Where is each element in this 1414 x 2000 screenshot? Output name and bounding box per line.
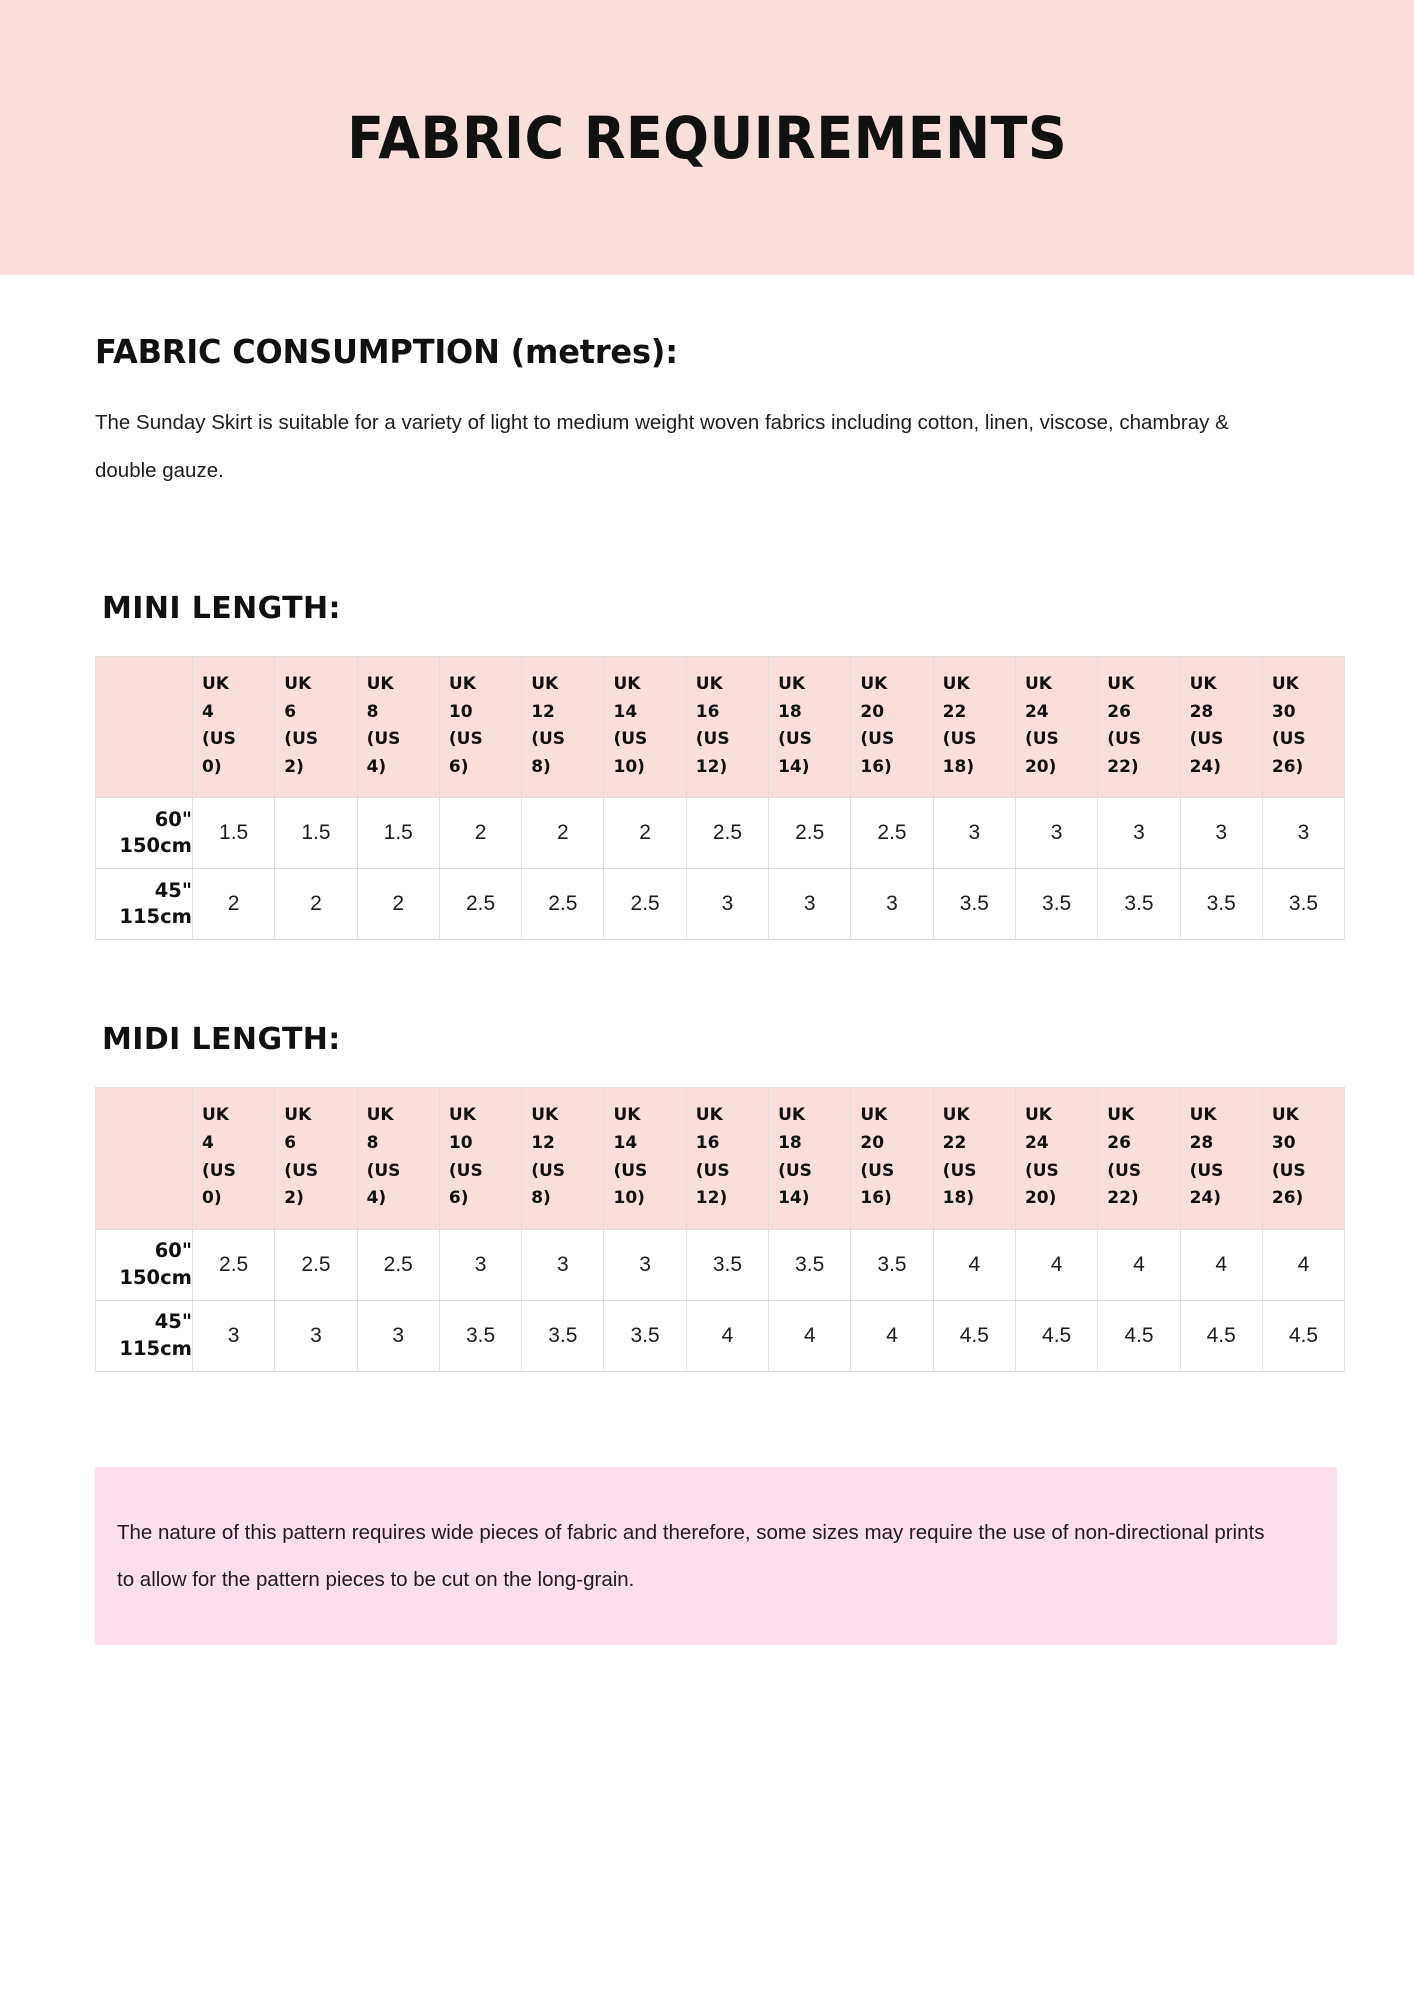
header-line: 6 (284, 1133, 297, 1153)
header-line: 8) (531, 756, 551, 777)
header-line: 2) (284, 1188, 304, 1209)
mini-cell-r0-c3: 2 (439, 798, 521, 869)
header-line: (US (366, 1160, 401, 1181)
mini-size-header-9 (933, 657, 1015, 798)
midi-cell-r0-c9: 4 (933, 1229, 1015, 1300)
header-line: UK (860, 1105, 888, 1126)
header-line: UK (942, 674, 970, 695)
header-line: 20 (860, 701, 885, 722)
midi-cell-r1-c4: 3.5 (522, 1300, 604, 1371)
mini-cell-r1-c6: 3 (686, 869, 768, 940)
header-line: 12) (695, 756, 728, 777)
header-line: 0) (202, 756, 222, 777)
midi-cell-r1-c11: 4.5 (1098, 1300, 1180, 1371)
header-line: (US (613, 1160, 648, 1181)
header-line: (US (202, 729, 236, 750)
row-label-line: 150cm (119, 834, 192, 858)
header-line: UK (284, 674, 312, 695)
header-line: 0) (202, 1188, 222, 1209)
header-line: (US (448, 1160, 483, 1181)
header-line: (US (448, 729, 483, 750)
header-line: 12 (531, 1133, 555, 1153)
mini-size-header-13 (1262, 657, 1344, 798)
midi-row-label-0 (96, 1229, 193, 1300)
mini-size-header-8 (851, 657, 933, 798)
midi-size-header-9 (933, 1088, 1015, 1229)
header-line: 8 (366, 701, 379, 722)
mini-cell-r0-c0: 1.5 (193, 798, 275, 869)
header-line: UK (695, 1105, 723, 1126)
midi-table-head (96, 1088, 1345, 1229)
mini-cell-r0-c1: 1.5 (275, 798, 357, 869)
header-line: (US (1024, 729, 1059, 750)
header-line: 8 (366, 1133, 379, 1153)
row-label-line: 115cm (119, 905, 192, 929)
header-line: 6) (448, 1188, 469, 1209)
mini-cell-r0-c8: 2.5 (851, 798, 933, 869)
header-line: UK (613, 674, 641, 695)
header-line: 30 (1271, 701, 1296, 722)
header-line: UK (1024, 674, 1052, 695)
midi-cell-r1-c13: 4.5 (1262, 1300, 1344, 1371)
midi-size-header-4 (522, 1088, 604, 1229)
header-line: UK (1189, 674, 1217, 695)
midi-cell-r0-c11: 4 (1098, 1229, 1180, 1300)
mini-cell-r1-c11: 3.5 (1098, 869, 1180, 940)
midi-size-header-12 (1180, 1088, 1262, 1229)
header-line: 20 (860, 1133, 885, 1153)
header-line: 18) (942, 756, 975, 777)
fabric-consumption-intro: The Sunday Skirt is suitable for a variety of light to medium weight woven fabrics including cotton, linen, viscose, chambray & double gauze. (95, 411, 1229, 483)
header-line: UK (1189, 1105, 1217, 1126)
header-line: UK (695, 674, 723, 695)
mini-cell-r1-c13: 3.5 (1262, 869, 1344, 940)
row-label-line: 60" (154, 1238, 192, 1262)
midi-size-header-2 (357, 1088, 439, 1229)
header-line: UK (1107, 674, 1135, 695)
header-line: 10) (613, 756, 645, 777)
midi-size-header-1 (275, 1088, 357, 1229)
mini-table-corner-cell (96, 657, 193, 798)
header-line: UK (942, 1105, 970, 1126)
mini-cell-r0-c10: 3 (1015, 798, 1097, 869)
header-line: 20) (1024, 1188, 1057, 1209)
midi-cell-r0-c7: 3.5 (769, 1229, 851, 1300)
header-line: 24 (1024, 701, 1049, 722)
mini-size-header-0 (193, 657, 275, 798)
midi-length-heading-wrap (95, 940, 1319, 1057)
row-label-line: 45" (154, 878, 192, 902)
midi-size-header-8 (851, 1088, 933, 1229)
mini-size-header-10 (1015, 657, 1097, 798)
header-line: 10 (448, 701, 473, 722)
mini-cell-r0-c13: 3 (1262, 798, 1344, 869)
header-line: UK (1271, 674, 1299, 695)
header-line: (US (531, 1160, 566, 1181)
mini-size-header-11 (1098, 657, 1180, 798)
mini-table-head (96, 657, 1345, 798)
midi-table-body (96, 1229, 1345, 1371)
row-label-line: 45" (154, 1309, 192, 1333)
header-line: 18 (778, 1133, 802, 1153)
midi-cell-r0-c6: 3.5 (686, 1229, 768, 1300)
mini-cell-r1-c2: 2 (357, 869, 439, 940)
header-line: 22) (1107, 1188, 1139, 1209)
page-content (0, 275, 1414, 1645)
header-line: (US (860, 729, 895, 750)
midi-table-header-row (96, 1088, 1345, 1229)
midi-size-header-0 (193, 1088, 275, 1229)
header-line: 14 (613, 701, 638, 722)
row-label-line: 115cm (119, 1336, 192, 1360)
mini-cell-r1-c5: 2.5 (604, 869, 686, 940)
header-line: (US (531, 729, 566, 750)
header-line: 4) (366, 756, 387, 777)
header-line: 26 (1107, 1133, 1131, 1153)
midi-cell-r1-c8: 4 (851, 1300, 933, 1371)
midi-size-header-5 (604, 1088, 686, 1229)
midi-cell-r0-c2: 2.5 (357, 1229, 439, 1300)
mini-cell-r1-c9: 3.5 (933, 869, 1015, 940)
header-line: 2) (284, 756, 304, 777)
mini-cell-r1-c1: 2 (275, 869, 357, 940)
midi-cell-r1-c6: 4 (686, 1300, 768, 1371)
header-line: (US (860, 1160, 895, 1181)
header-line: UK (1271, 1105, 1299, 1126)
midi-cell-r0-c5: 3 (604, 1229, 686, 1300)
header-line: (US (1271, 729, 1306, 750)
mini-size-header-7 (769, 657, 851, 798)
header-line: UK (284, 1105, 312, 1126)
header-line: 8) (531, 1188, 551, 1209)
header-line: 14 (613, 1133, 638, 1153)
header-line: UK (778, 1105, 806, 1126)
header-line: 18) (942, 1188, 975, 1209)
header-line: UK (366, 1105, 394, 1126)
header-line: UK (860, 674, 888, 695)
mini-size-header-2 (357, 657, 439, 798)
header-line: (US (1189, 729, 1224, 750)
midi-cell-r0-c1: 2.5 (275, 1229, 357, 1300)
page-header-band (0, 0, 1414, 275)
header-line: 24) (1189, 1188, 1221, 1209)
mini-cell-r0-c6: 2.5 (686, 798, 768, 869)
header-line: 24 (1024, 1133, 1049, 1153)
mini-size-header-3 (439, 657, 521, 798)
midi-cell-r1-c3: 3.5 (439, 1300, 521, 1371)
header-line: (US (1189, 1160, 1224, 1181)
header-line: 4) (366, 1188, 387, 1209)
midi-cell-r0-c4: 3 (522, 1229, 604, 1300)
row-label-line: 60" (154, 807, 192, 831)
mini-size-header-6 (686, 657, 768, 798)
header-line: 18 (778, 701, 802, 722)
header-line: (US (1107, 1160, 1142, 1181)
mini-cell-r0-c4: 2 (522, 798, 604, 869)
pattern-note-text: The nature of this pattern requires wide pieces of fabric and therefore, some sizes may require the use of non-directional prints to allow for the pattern pieces to be cut on the long-grain. (117, 1520, 1265, 1591)
mini-cell-r1-c7: 3 (769, 869, 851, 940)
midi-cell-r1-c10: 4.5 (1015, 1300, 1097, 1371)
header-line: UK (448, 1105, 476, 1126)
pattern-note-box (95, 1467, 1337, 1645)
table-row (96, 869, 1345, 940)
header-line: (US (778, 1160, 812, 1181)
header-line: 16 (695, 701, 720, 722)
header-line: (US (284, 1160, 319, 1181)
mini-length-heading-wrap (95, 495, 1319, 626)
header-line: UK (1107, 1105, 1135, 1126)
mini-cell-r0-c11: 3 (1098, 798, 1180, 869)
mini-size-header-4 (522, 657, 604, 798)
mini-row-label-0 (96, 798, 193, 869)
header-line: 28 (1189, 701, 1214, 722)
midi-size-header-6 (686, 1088, 768, 1229)
mini-size-header-1 (275, 657, 357, 798)
header-line: 14) (778, 1188, 810, 1209)
header-line: 24) (1189, 756, 1221, 777)
mini-table-header-row (96, 657, 1345, 798)
header-line: 28 (1189, 1133, 1214, 1153)
mini-size-header-12 (1180, 657, 1262, 798)
page-title: FABRIC REQUIREMENTS (346, 103, 1068, 172)
midi-cell-r1-c7: 4 (769, 1300, 851, 1371)
header-line: UK (448, 674, 476, 695)
header-line: 16) (860, 1188, 892, 1209)
header-line: 22) (1107, 756, 1139, 777)
header-line: 4 (202, 1133, 214, 1153)
header-line: UK (531, 674, 559, 695)
mini-cell-r1-c4: 2.5 (522, 869, 604, 940)
midi-cell-r1-c2: 3 (357, 1300, 439, 1371)
midi-size-header-3 (439, 1088, 521, 1229)
mini-cell-r1-c3: 2.5 (439, 869, 521, 940)
header-line: (US (695, 729, 730, 750)
midi-row-label-1 (96, 1300, 193, 1371)
midi-length-table (95, 1087, 1345, 1371)
header-line: UK (778, 674, 806, 695)
header-line: 16) (860, 756, 892, 777)
midi-cell-r0-c0: 2.5 (193, 1229, 275, 1300)
header-line: 26) (1271, 756, 1304, 777)
header-line: 20) (1024, 756, 1057, 777)
header-line: UK (1024, 1105, 1052, 1126)
mini-cell-r0-c12: 3 (1180, 798, 1262, 869)
mini-cell-r0-c7: 2.5 (769, 798, 851, 869)
header-line: (US (366, 729, 401, 750)
header-line: (US (1107, 729, 1142, 750)
mini-cell-r0-c5: 2 (604, 798, 686, 869)
header-line: (US (613, 729, 648, 750)
header-line: 12) (695, 1188, 728, 1209)
mini-length-table (95, 656, 1345, 940)
header-line: (US (942, 1160, 977, 1181)
header-line: (US (942, 729, 977, 750)
midi-table-corner-cell (96, 1088, 193, 1229)
midi-cell-r0-c12: 4 (1180, 1229, 1262, 1300)
header-line: 4 (202, 701, 214, 722)
header-line: (US (284, 729, 319, 750)
header-line: (US (1271, 1160, 1306, 1181)
header-line: 12 (531, 701, 555, 722)
header-line: 22 (942, 701, 967, 722)
mini-cell-r1-c0: 2 (193, 869, 275, 940)
mini-cell-r1-c8: 3 (851, 869, 933, 940)
header-line: (US (1024, 1160, 1059, 1181)
fabric-consumption-heading: FABRIC CONSUMPTION (metres): (95, 332, 678, 371)
header-line: 10 (448, 1133, 473, 1153)
midi-cell-r0-c13: 4 (1262, 1229, 1344, 1300)
mini-cell-r0-c2: 1.5 (357, 798, 439, 869)
header-line: 26) (1271, 1188, 1304, 1209)
midi-size-header-7 (769, 1088, 851, 1229)
midi-size-header-10 (1015, 1088, 1097, 1229)
midi-cell-r1-c9: 4.5 (933, 1300, 1015, 1371)
midi-size-header-13 (1262, 1088, 1344, 1229)
header-line: (US (695, 1160, 730, 1181)
header-line: 14) (778, 756, 810, 777)
table-row (96, 1300, 1345, 1371)
mini-length-heading: MINI LENGTH: (102, 591, 341, 627)
header-line: UK (202, 674, 229, 695)
midi-cell-r0-c3: 3 (439, 1229, 521, 1300)
header-line: (US (778, 729, 812, 750)
midi-cell-r1-c5: 3.5 (604, 1300, 686, 1371)
table-row (96, 798, 1345, 869)
midi-length-heading: MIDI LENGTH: (102, 1022, 341, 1058)
mini-table-body (96, 798, 1345, 940)
header-line: UK (531, 1105, 559, 1126)
header-line: 22 (942, 1133, 967, 1153)
header-line: 16 (695, 1133, 720, 1153)
mini-size-header-5 (604, 657, 686, 798)
mini-row-label-1 (96, 869, 193, 940)
mini-cell-r0-c9: 3 (933, 798, 1015, 869)
table-row (96, 1229, 1345, 1300)
header-line: UK (613, 1105, 641, 1126)
header-line: UK (366, 674, 394, 695)
header-line: UK (202, 1105, 229, 1126)
midi-cell-r0-c8: 3.5 (851, 1229, 933, 1300)
mini-cell-r1-c12: 3.5 (1180, 869, 1262, 940)
header-line: (US (202, 1160, 236, 1181)
midi-cell-r1-c0: 3 (193, 1300, 275, 1371)
row-label-line: 150cm (119, 1265, 192, 1289)
header-line: 6 (284, 701, 297, 722)
midi-cell-r0-c10: 4 (1015, 1229, 1097, 1300)
midi-cell-r1-c12: 4.5 (1180, 1300, 1262, 1371)
header-line: 30 (1271, 1133, 1296, 1153)
midi-cell-r1-c1: 3 (275, 1300, 357, 1371)
header-line: 10) (613, 1188, 645, 1209)
header-line: 6) (448, 756, 469, 777)
midi-size-header-11 (1098, 1088, 1180, 1229)
mini-cell-r1-c10: 3.5 (1015, 869, 1097, 940)
header-line: 26 (1107, 701, 1131, 722)
